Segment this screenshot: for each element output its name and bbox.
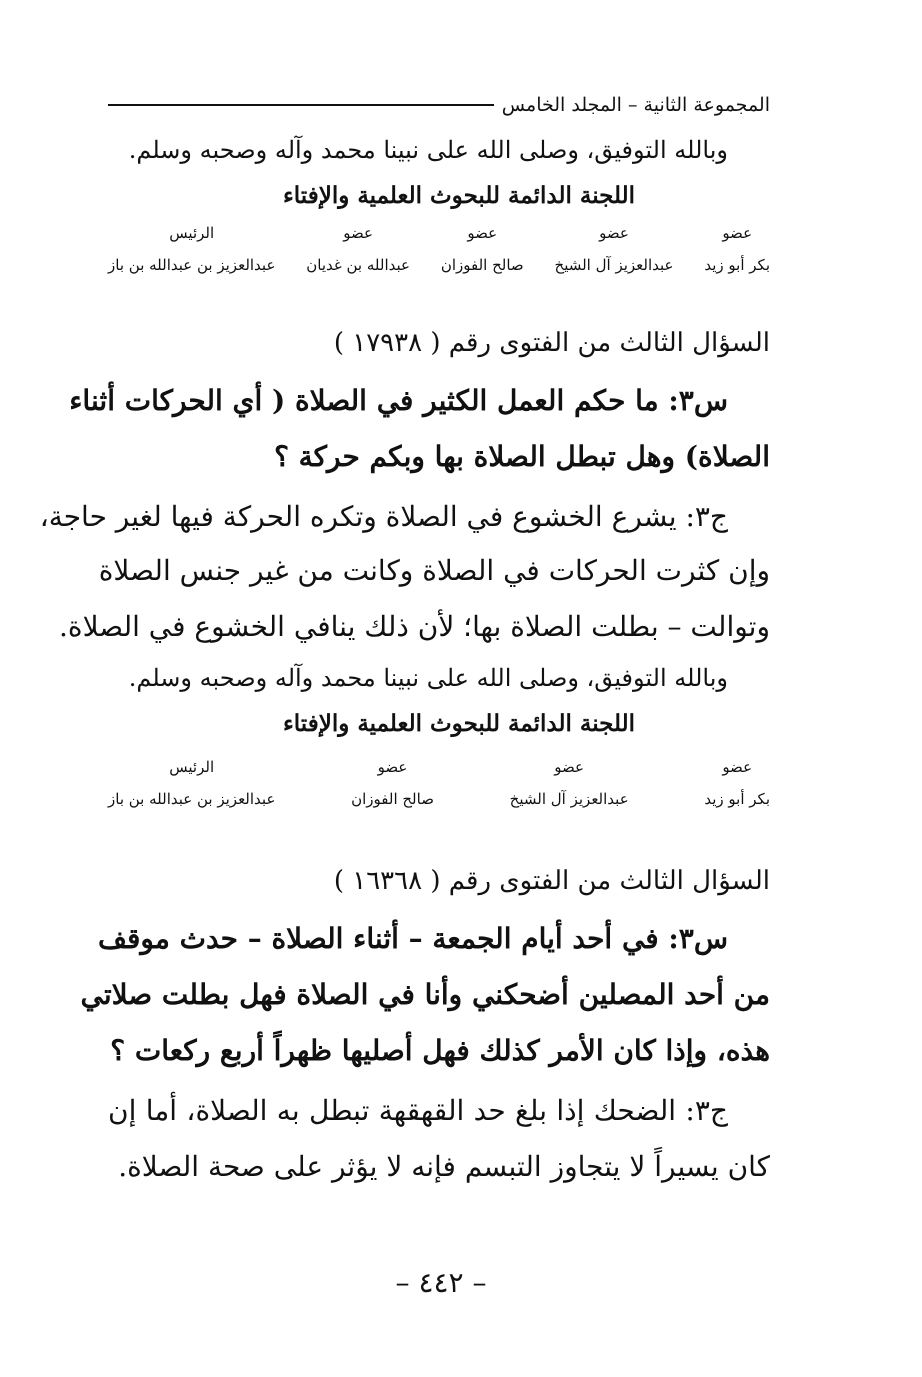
signatory-role: عضو — [554, 758, 584, 776]
signatory — [108, 758, 275, 808]
signatories-row — [108, 224, 770, 274]
signatory-role: عضو — [377, 758, 408, 776]
signatory — [351, 758, 434, 808]
signatory-role: الرئيس — [169, 758, 215, 776]
signatory-name: بكر أبو زيد — [704, 256, 770, 274]
answer-line: وإن كثرت الحركات في الصلاة وكانت من غير جنس الصلاة — [98, 554, 770, 587]
signatory-role: عضو — [722, 224, 753, 242]
answer-line: ج٣: الضحك إذا بلغ حد القهقهة تبطل به الصلاة، أما إن — [108, 1094, 728, 1127]
signatory-name: عبدالعزيز بن عبدالله بن باز — [108, 256, 276, 274]
signatory-name: صالح الفوزان — [440, 256, 524, 274]
answer-line: كان يسيراً لا يتجاوز التبسم فإنه لا يؤثر على صحة الصلاة. — [118, 1150, 770, 1183]
signatory-role: الرئيس — [169, 224, 215, 242]
question-line: س٣: ما حكم العمل الكثير في الصلاة ( أي الحركات أثناء — [69, 384, 728, 417]
signatory — [704, 758, 770, 808]
signatories-row — [108, 758, 770, 808]
signatory — [510, 758, 629, 808]
signatory — [704, 224, 770, 274]
question-line: من أحد المصلين أضحكني وأنا في الصلاة فهل بطلت صلاتي — [80, 978, 770, 1011]
fatwa-title: السؤال الثالث من الفتوى رقم ( ١٦٣٦٨ ) — [333, 866, 770, 896]
signatory-name: بكر أبو زيد — [704, 790, 770, 808]
fatwa-title: السؤال الثالث من الفتوى رقم ( ١٧٩٣٨ ) — [333, 328, 770, 358]
signatory — [108, 224, 275, 274]
signatory — [555, 224, 674, 274]
question-line: هذه، وإذا كان الأمر كذلك فهل أصليها ظهراً أربع ركعات ؟ — [110, 1034, 770, 1067]
signatory-name: عبدالله بن غديان — [306, 256, 410, 274]
signatory-name: عبدالعزيز آل الشيخ — [509, 790, 629, 808]
signatory — [441, 224, 524, 274]
signatory-name: صالح الفوزان — [351, 790, 434, 808]
question-line: س٣: في أحد أيام الجمعة – أثناء الصلاة – حدث موقف — [98, 922, 728, 955]
signatory-role: عضو — [599, 224, 629, 242]
question-line: الصلاة) وهل تبطل الصلاة بها وبكم حركة ؟ — [274, 440, 770, 473]
header-rule — [108, 104, 494, 106]
signatory-name: عبدالعزيز بن عبدالله بن باز — [108, 790, 276, 808]
committee-name: اللجنة الدائمة للبحوث العلمية والإفتاء — [282, 710, 636, 737]
signatory — [306, 224, 410, 274]
signatory-name: عبدالعزيز آل الشيخ — [554, 256, 674, 274]
answer-line: وتوالت – بطلت الصلاة بها؛ لأن ذلك ينافي الخشوع في الصلاة. — [59, 610, 770, 643]
answer-line: ج٣: يشرع الخشوع في الصلاة وتكره الحركة فيها لغير حاجة، — [39, 500, 728, 533]
signatory-role: عضو — [343, 224, 373, 242]
running-header — [108, 90, 770, 120]
header-title: المجموعة الثانية – المجلد الخامس — [501, 94, 770, 116]
signatory-role: عضو — [722, 758, 753, 776]
page-number: – ٤٤٢ – — [395, 1266, 487, 1299]
closing-formula: وبالله التوفيق، وصلى الله على نبينا محمد وآله وصحبه وسلم. — [128, 664, 728, 692]
signatory-role: عضو — [467, 224, 498, 242]
closing-formula: وبالله التوفيق، وصلى الله على نبينا محمد وآله وصحبه وسلم. — [128, 136, 728, 164]
committee-name: اللجنة الدائمة للبحوث العلمية والإفتاء — [282, 182, 636, 209]
